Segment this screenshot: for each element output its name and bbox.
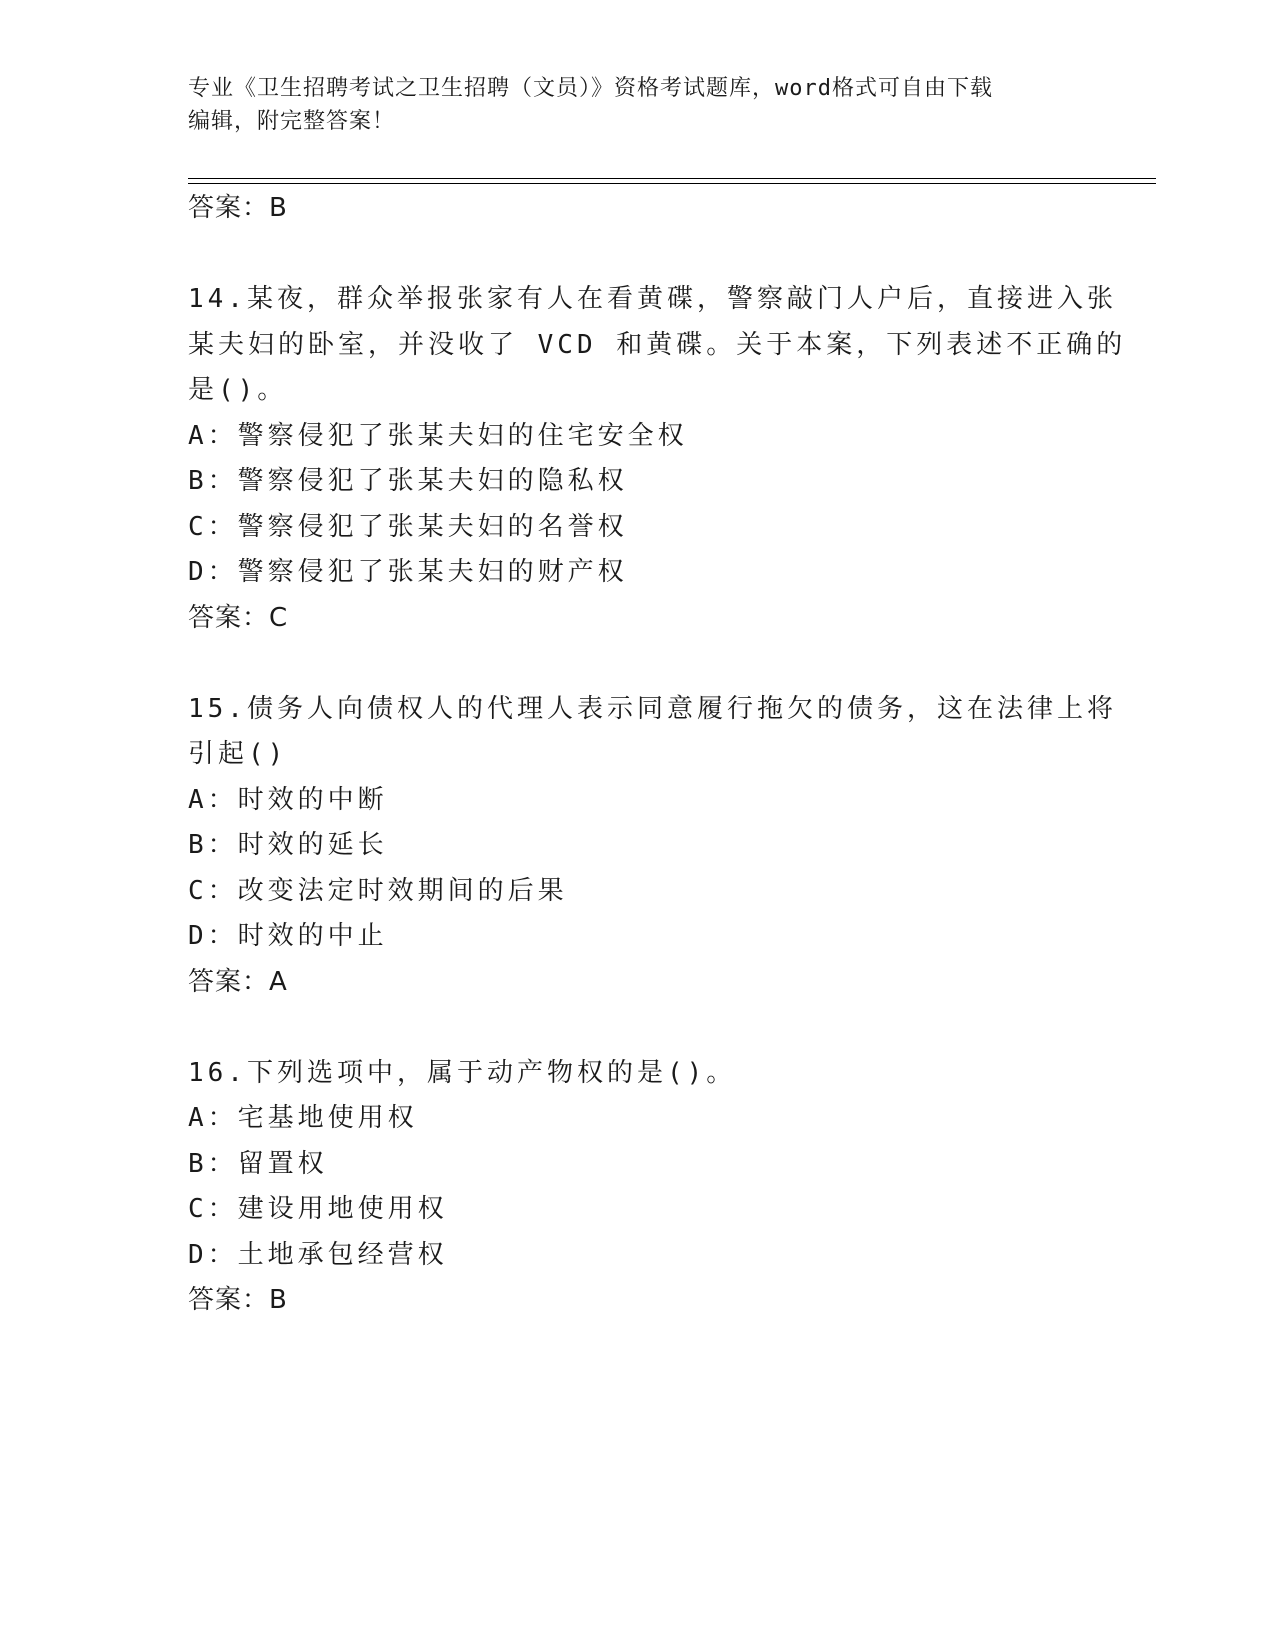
document-header xyxy=(188,72,1088,138)
question-stem-line: 14.某夜，群众举报张家有人在看黄碟，警察敲门人户后，直接进入张 xyxy=(188,284,1117,314)
header-rule-bottom xyxy=(188,183,1156,184)
header-line-1: 专业《卫生招聘考试之卫生招聘（文员）》资格考试题库，word格式可自由下载 xyxy=(188,76,993,101)
question-stem-line: 16.下列选项中，属于动产物权的是()。 xyxy=(188,1057,737,1088)
answer: 答案：B xyxy=(188,1285,288,1315)
option-d: D：警察侵犯了张某夫妇的财产权 xyxy=(188,557,628,587)
option-c: C：改变法定时效期间的后果 xyxy=(188,875,568,906)
question-stem-line: 15.债务人向债权人的代理人表示同意履行拖欠的债务，这在法律上将 xyxy=(188,693,1117,724)
question-stem-line: 某夫妇的卧室，并没收了 VCD 和黄碟。关于本案，下列表述不正确的 xyxy=(188,329,1127,360)
question-stem-line: 是()。 xyxy=(188,375,288,405)
answer: 答案：C xyxy=(188,602,289,633)
option-a: A：时效的中断 xyxy=(188,784,388,815)
header-rule-top xyxy=(188,178,1156,179)
option-d: D：土地承包经营权 xyxy=(188,1239,448,1270)
question-15 xyxy=(188,687,1117,1006)
option-a: A：宅基地使用权 xyxy=(188,1103,418,1133)
option-b: B：留置权 xyxy=(188,1148,328,1179)
question-16 xyxy=(188,1051,1088,1324)
question-list xyxy=(188,186,1127,1324)
answer: 答案：A xyxy=(188,966,288,997)
option-d: D：时效的中止 xyxy=(188,921,388,951)
previous-answer: 答案：B xyxy=(188,193,288,223)
option-b: B：警察侵犯了张某夫妇的隐私权 xyxy=(188,466,628,496)
option-c: C：建设用地使用权 xyxy=(188,1194,448,1224)
header-line-2: 编辑，附完整答案！ xyxy=(188,109,396,134)
question-stem-line: 引起() xyxy=(188,739,288,769)
question-14 xyxy=(188,277,1127,641)
option-c: C：警察侵犯了张某夫妇的名誉权 xyxy=(188,511,628,542)
option-a: A：警察侵犯了张某夫妇的住宅安全权 xyxy=(188,420,688,451)
option-b: B：时效的延长 xyxy=(188,830,388,860)
